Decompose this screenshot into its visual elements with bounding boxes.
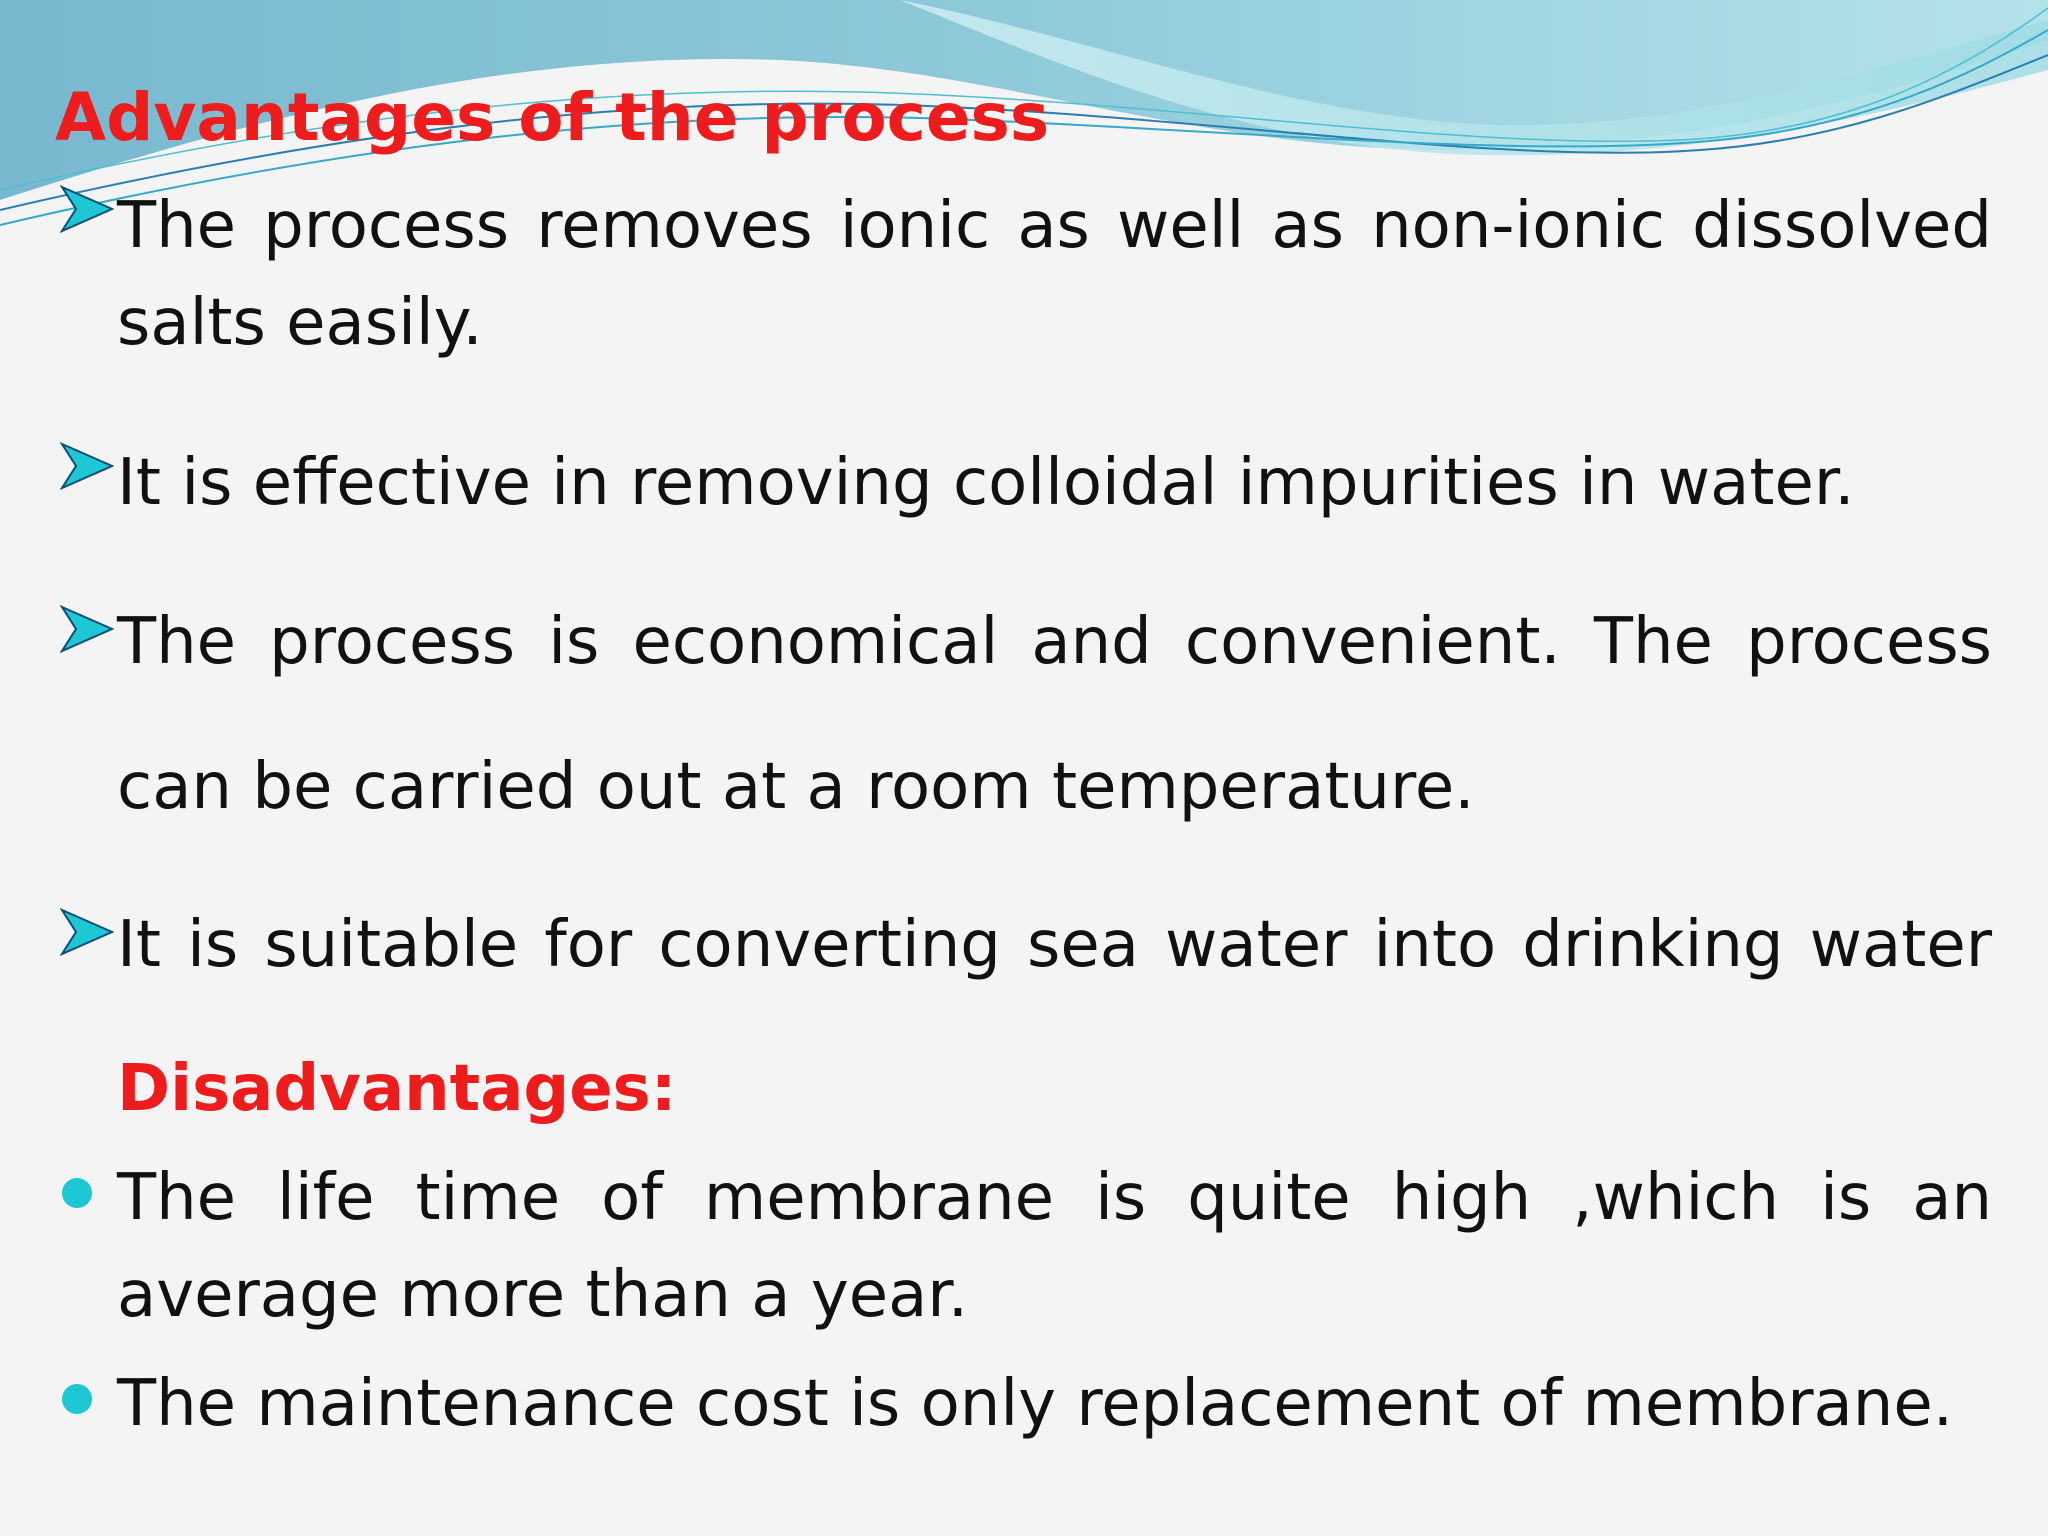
arrowhead-icon [60,442,114,490]
disadvantages-heading: Disadvantages: [117,1052,677,1126]
slide-title: Advantages of the process [55,79,1050,156]
advantage-item: The process removes ionic as well as non-ionic dissolved salts easily. [117,189,1992,360]
advantage-item: It is suitable for converting sea water into drinking water [117,908,1992,982]
disadvantage-item: The life time of membrane is quite high ,which is an average more than a year. [117,1161,1992,1332]
disadvantage-item: The maintenance cost is only replacement of membrane. [117,1367,1954,1441]
dot-icon [62,1178,92,1208]
dot-icon [62,1384,92,1414]
arrowhead-icon [60,605,114,653]
arrowhead-icon [60,185,114,233]
advantage-item: The process is economical and convenient. The process can be carried out at a room temperature. [117,605,1992,824]
advantage-item: It is effective in removing colloidal impurities in water. [117,446,1855,520]
arrowhead-icon [60,908,114,956]
